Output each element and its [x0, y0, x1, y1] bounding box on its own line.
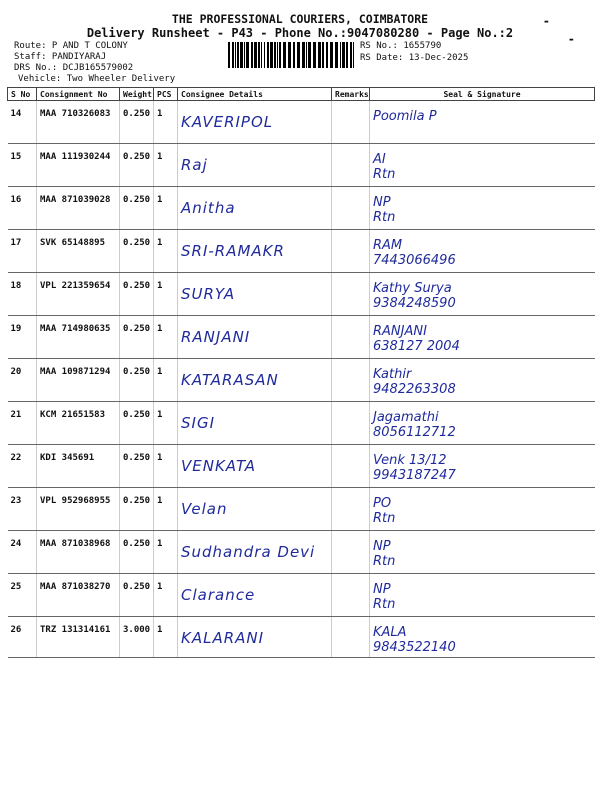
row-consignment-no: MAA 109871294 [37, 359, 120, 402]
consignee-handwriting: Raj [181, 156, 208, 174]
barcode-bar [228, 42, 230, 68]
barcode-bar [342, 42, 345, 68]
barcode-bar [350, 42, 352, 68]
table-row [8, 359, 595, 402]
row-sno: 23 [8, 488, 37, 531]
consignee-handwriting: SIGI [181, 414, 215, 432]
consignee-handwriting: KALARANI [181, 629, 265, 647]
row-pcs: 1 [154, 230, 178, 273]
row-signature [370, 230, 595, 273]
row-signature [370, 445, 595, 488]
row-weight: 0.250 [120, 531, 154, 574]
barcode-bar [277, 42, 278, 68]
table-row [8, 316, 595, 359]
barcode-bar [270, 42, 273, 68]
barcode-bar [267, 42, 269, 68]
row-consignment-no: MAA 871038270 [37, 574, 120, 617]
row-remarks [332, 316, 370, 359]
consignee-handwriting: SRI-RAMAKR [181, 242, 285, 260]
barcode-bar [302, 42, 305, 68]
row-pcs: 1 [154, 144, 178, 187]
barcode-bar [297, 42, 300, 68]
row-consignment-no: KDI 345691 [37, 445, 120, 488]
row-remarks [332, 617, 370, 658]
barcode-bar [232, 42, 234, 68]
delivery-table [7, 87, 595, 658]
row-remarks [332, 531, 370, 574]
row-consignment-no: MAA 111930244 [37, 144, 120, 187]
row-weight: 0.250 [120, 187, 154, 230]
barcode-bar [283, 42, 286, 68]
row-sno: 17 [8, 230, 37, 273]
row-consignment-no: VPL 221359654 [37, 273, 120, 316]
row-weight: 0.250 [120, 359, 154, 402]
table-row [8, 488, 595, 531]
row-pcs: 1 [154, 273, 178, 316]
consignee-handwriting: KAVERIPOL [181, 113, 274, 131]
staff-label: Staff: PANDIYARAJ [14, 52, 107, 62]
row-remarks [332, 230, 370, 273]
col-remarks: Remarks [332, 88, 370, 101]
consignee-handwriting: RANJANI [181, 328, 251, 346]
barcode-bar [264, 42, 265, 68]
barcode-bar [326, 42, 328, 68]
signature-note: 8056112712 [373, 425, 456, 440]
row-pcs: 1 [154, 445, 178, 488]
rs-date-label: RS Date: 13-Dec-2025 [360, 53, 469, 63]
row-weight: 0.250 [120, 574, 154, 617]
barcode-bar [258, 42, 260, 68]
row-consignment-no: TRZ 131314161 [37, 617, 120, 658]
col-consignee: Consignee Details [178, 88, 332, 101]
row-signature [370, 101, 595, 144]
row-sno: 21 [8, 402, 37, 445]
row-pcs: 1 [154, 402, 178, 445]
row-remarks [332, 187, 370, 230]
row-consignee [178, 273, 332, 316]
signature-handwriting: Poomila P [373, 109, 437, 124]
barcode-bar [340, 42, 341, 68]
row-sno: 18 [8, 273, 37, 316]
signature-note: Rtn [373, 167, 396, 182]
rs-no-label: RS No.: 1655790 [360, 41, 442, 51]
row-weight: 0.250 [120, 445, 154, 488]
row-pcs: 1 [154, 359, 178, 402]
barcode-bar [240, 42, 243, 68]
row-remarks [332, 144, 370, 187]
row-remarks [332, 101, 370, 144]
signature-note: Rtn [373, 511, 396, 526]
table-row [8, 531, 595, 574]
row-signature [370, 359, 595, 402]
row-pcs: 1 [154, 316, 178, 359]
row-pcs: 1 [154, 101, 178, 144]
drs-label: DRS No.: DCJB165579002 [14, 63, 134, 73]
row-sno: 15 [8, 144, 37, 187]
row-consignment-no: VPL 952968955 [37, 488, 120, 531]
signature-handwriting: NP [373, 582, 391, 597]
col-pcs: PCS [154, 88, 178, 101]
row-sno: 24 [8, 531, 37, 574]
row-consignee [178, 531, 332, 574]
row-signature [370, 316, 595, 359]
row-signature [370, 531, 595, 574]
row-remarks [332, 273, 370, 316]
row-remarks [332, 445, 370, 488]
signature-note: 7443066496 [373, 253, 456, 268]
barcode-bar [353, 42, 354, 68]
route-label: Route: P AND T COLONY [14, 41, 128, 51]
table-row [8, 101, 595, 144]
table-row [8, 187, 595, 230]
row-consignee [178, 230, 332, 273]
row-sno: 22 [8, 445, 37, 488]
barcode-bar [246, 42, 249, 68]
barcode-bar [279, 42, 281, 68]
row-signature [370, 488, 595, 531]
table-row [8, 273, 595, 316]
barcode-bar [313, 42, 316, 68]
table-row [8, 574, 595, 617]
consignee-handwriting: KATARASAN [181, 371, 279, 389]
consignee-handwriting: Clarance [181, 586, 256, 604]
barcode-bar [306, 42, 307, 68]
signature-note: Rtn [373, 597, 396, 612]
row-weight: 0.250 [120, 144, 154, 187]
barcode-bar [261, 42, 262, 68]
row-pcs: 1 [154, 488, 178, 531]
row-weight: 0.250 [120, 101, 154, 144]
vehicle-label: Vehicle: Two Wheeler Delivery [18, 74, 176, 84]
row-consignee [178, 574, 332, 617]
row-pcs: 1 [154, 574, 178, 617]
row-consignment-no: SVK 65148895 [37, 230, 120, 273]
barcode-bar [330, 42, 333, 68]
corner-mark-2: - [567, 32, 575, 46]
signature-note: 638127 2004 [373, 339, 460, 354]
barcode-bar [346, 42, 348, 68]
barcode-bar [288, 42, 291, 68]
barcode-bar [237, 42, 239, 68]
row-consignee [178, 101, 332, 144]
row-weight: 0.250 [120, 230, 154, 273]
row-consignment-no: MAA 871038968 [37, 531, 120, 574]
row-sno: 14 [8, 101, 37, 144]
row-weight: 0.250 [120, 273, 154, 316]
signature-handwriting: AI [373, 152, 386, 167]
row-consignee [178, 402, 332, 445]
signature-note: 9843522140 [373, 640, 456, 655]
row-consignee [178, 359, 332, 402]
row-consignee [178, 187, 332, 230]
row-pcs: 1 [154, 187, 178, 230]
table-row [8, 230, 595, 273]
row-sno: 19 [8, 316, 37, 359]
row-remarks [332, 359, 370, 402]
barcode-image [228, 42, 356, 68]
row-pcs: 1 [154, 531, 178, 574]
barcode-bar [235, 42, 236, 68]
consignee-handwriting: Velan [181, 500, 228, 518]
consignee-handwriting: VENKATA [181, 457, 257, 475]
col-consignment: Consignment No [37, 88, 120, 101]
barcode-bar [244, 42, 245, 68]
barcode-bar [251, 42, 253, 68]
company-title: THE PROFESSIONAL COURIERS, COIMBATORE [171, 12, 429, 26]
row-signature [370, 273, 595, 316]
row-signature [370, 617, 595, 658]
row-consignee [178, 445, 332, 488]
row-remarks [332, 574, 370, 617]
signature-handwriting: Kathy Surya [373, 281, 452, 296]
row-consignment-no: KCM 21651583 [37, 402, 120, 445]
col-weight: Weight [120, 88, 154, 101]
signature-handwriting: Jagamathi [373, 410, 439, 425]
col-sno: S No [8, 88, 37, 101]
signature-note: Rtn [373, 210, 396, 225]
row-consignee [178, 144, 332, 187]
row-remarks [332, 488, 370, 531]
signature-handwriting: KALA [373, 625, 407, 640]
signature-note: 9482263308 [373, 382, 456, 397]
row-consignment-no: MAA 710326083 [37, 101, 120, 144]
row-consignment-no: MAA 714980635 [37, 316, 120, 359]
barcode-bar [254, 42, 257, 68]
table-row [8, 402, 595, 445]
row-weight: 0.250 [120, 402, 154, 445]
signature-note: 9384248590 [373, 296, 456, 311]
row-weight: 0.250 [120, 488, 154, 531]
barcode-bar [322, 42, 324, 68]
signature-handwriting: NP [373, 195, 391, 210]
signature-handwriting: Venk 13/12 [373, 453, 447, 468]
signature-handwriting: PO [373, 496, 392, 511]
table-row [8, 144, 595, 187]
consignee-handwriting: SURYA [181, 285, 236, 303]
row-signature [370, 402, 595, 445]
barcode-bar [308, 42, 311, 68]
row-pcs: 1 [154, 617, 178, 658]
row-consignment-no: MAA 871039028 [37, 187, 120, 230]
barcode-bar [335, 42, 338, 68]
signature-handwriting: RAM [373, 238, 403, 253]
row-sno: 20 [8, 359, 37, 402]
row-sno: 25 [8, 574, 37, 617]
row-consignee [178, 316, 332, 359]
row-remarks [332, 402, 370, 445]
signature-handwriting: NP [373, 539, 391, 554]
row-sno: 16 [8, 187, 37, 230]
signature-note: 9943187247 [373, 468, 456, 483]
row-weight: 3.000 [120, 617, 154, 658]
consignee-handwriting: Anitha [181, 199, 236, 217]
row-weight: 0.250 [120, 316, 154, 359]
signature-handwriting: Kathir [373, 367, 412, 382]
table-header-row [8, 88, 595, 101]
signature-handwriting: RANJANI [373, 324, 427, 339]
row-signature [370, 187, 595, 230]
consignee-handwriting: Sudhandra Devi [181, 543, 316, 561]
barcode-bar [293, 42, 295, 68]
runsheet-subtitle: Delivery Runsheet - P43 - Phone No.:9047080280 - Page No.:2 [86, 26, 514, 40]
barcode-bar [318, 42, 321, 68]
row-signature [370, 144, 595, 187]
corner-mark: - [542, 14, 550, 28]
table-row [8, 617, 595, 658]
barcode-bar [274, 42, 276, 68]
signature-note: Rtn [373, 554, 396, 569]
row-sno: 26 [8, 617, 37, 658]
table-row [8, 445, 595, 488]
row-consignee [178, 488, 332, 531]
row-consignee [178, 617, 332, 658]
row-signature [370, 574, 595, 617]
col-signature: Seal & Signature [370, 88, 595, 101]
